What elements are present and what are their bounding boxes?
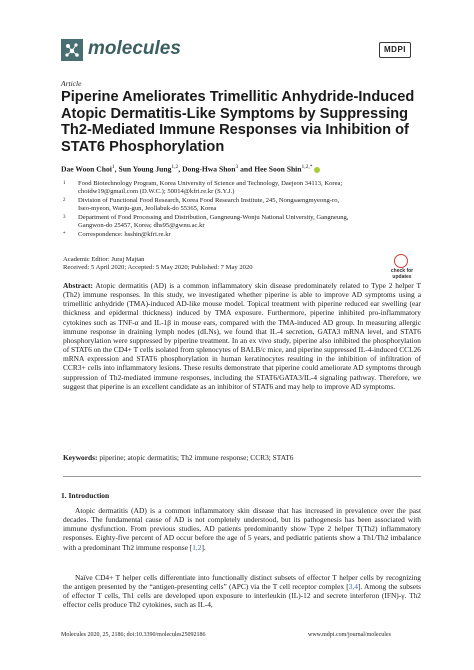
citation-link[interactable]: 1,2 [192, 542, 202, 552]
affiliation-line: Food Biotechnology Program, Korea University of Science and Technology, Daejeon 34113, Korea; [78, 180, 343, 187]
mdpi-logo: MDPI [379, 42, 411, 58]
check-for-updates-button[interactable] [382, 254, 422, 280]
paper-title: Piperine Ameliorates Trimellitic Anhydride-Induced Atopic Dermatitis-Like Symptoms by Suppressing Th2-Mediated Immune Responses via Inhibition of STAT6 Phosphorylation [61, 89, 415, 155]
keywords-label: Keywords: [63, 453, 98, 462]
keywords-text: piperine; atopic dermatitis; Th2 immune response; CCR3; STAT6 [99, 453, 294, 462]
author-separator: and [238, 164, 255, 174]
affiliation-number: * [63, 232, 66, 237]
affiliation-line: Department of Food Processing and Distribution, Gangneung-Wonju National University, Gangneung, [78, 214, 349, 221]
affiliation-number: 1 [63, 181, 66, 186]
author-name: Dae Woon Choi [61, 164, 112, 174]
orcid-icon[interactable] [314, 167, 320, 173]
author-name: Dong-Hwa Shon [182, 164, 236, 174]
check-updates-icon [394, 254, 408, 268]
affiliation-number: 2 [63, 198, 66, 203]
editor-dates [63, 256, 253, 273]
affiliation-line: Gangwon-do 25457, Korea; dhs95@gwnu.ac.kr [78, 222, 205, 230]
author-name: Hee Soon Shin [254, 164, 302, 174]
author-separator: , [178, 164, 183, 174]
author-affiliation-mark: 3 [235, 164, 239, 170]
author-affiliation-mark: 1,2,* [301, 164, 313, 170]
citation-link[interactable]: 3,4 [348, 582, 358, 592]
check-updates-label: check for [390, 268, 414, 274]
academic-editor: Academic Editor: Juraj Majtan [63, 256, 145, 263]
affiliation-line: Iseo-myeon, Wanju-gun, Jeollabuk-do 55365, Korea [78, 205, 217, 213]
author-name: Sun Young Jung [118, 164, 172, 174]
abstract-label: Abstract: [63, 281, 93, 290]
section-heading: 1. Introduction [61, 491, 110, 500]
intro-paragraph-2 [63, 573, 421, 610]
divider [63, 476, 421, 477]
keywords [63, 453, 421, 462]
abstract [63, 281, 421, 391]
affiliation-number: 3 [63, 215, 66, 220]
publication-dates: Received: 5 April 2020; Accepted: 5 May 2020; Published: 7 May 2020 [63, 264, 253, 272]
paragraph-text: Naïve CD4+ T helper cells differentiate into functionally distinct subsets of effector T helper cells by recognizing the antigen presented by the “antigen-presenting cells” (APC) via the T cell receptor complex [ [63, 573, 421, 592]
affiliation-line: Correspondence: hsshin@kfri.re.kr [78, 231, 171, 238]
article-type: Article [61, 79, 82, 88]
footer-url[interactable]: www.mdpi.com/journal/molecules [308, 632, 391, 638]
affiliation-line: Division of Functional Food Research, Korea Food Research Institute, 245, Nongsaengmyeong-ro, [78, 197, 340, 204]
abstract-text: Atopic dermatitis (AD) is a common inflammatory skin disease predominately related to Type 2 helper T (Th2) immune responses. In this study, we investigated whether piperine is able to improve AD symptoms using a trimellitic anhydride (TMA)-induced AD-like mouse model. Topical treatment with piperine reduced ear swelling (ear thickness and epidermal thickness) induced by TMA exposure. Furthermore, piperine inhibited pro-inflammatory cytokines such as TNF-α and IL-1β in mouse ears, compared with the TMA-induced AD group. In measuring allergic immune response in draining lymph nodes (dLNs), we found that IL-4 secretion, GATA3 mRNA level, and STAT6 phosphorylation were suppressed by piperine treatment. In an ex vivo study, piperine also inhibited the phosphorylation of STAT6 on the CD4+ T cells isolated from splenocytes of BALB/c mice, and piperine suppressed IL-4-induced CCL26 mRNA expression and STAT6 phosphorylation in human keratinocytes resulting in the inhibition of infiltration of CCR3+ cells into inflammatory lesions. These results demonstrate that piperine could ameliorate AD symptoms through suppression of Th2-mediated immune responses, including the STAT6/GATA3/IL-4 signaling pathway. Therefore, we suggest that piperine is an excellent candidate as an inhibitor of STAT6 and may help to improve AD symptoms. [63, 281, 421, 391]
check-updates-label: updates [392, 273, 412, 280]
author-list [61, 164, 421, 174]
footer-citation: Molecules 2020, 25, 2186; doi:10.3390/molecules25092186 [61, 632, 206, 638]
author-separator: , [114, 164, 119, 174]
author-affiliation-mark: 1,2 [171, 164, 179, 170]
journal-name: molecules [88, 38, 181, 59]
intro-paragraph-1 [63, 506, 421, 552]
affiliation-line: choidw19@gmail.com (D.W.C.); 50014@kfri.re.kr (S.Y.J.) [78, 188, 235, 196]
author-affiliation-mark: 1 [111, 164, 115, 170]
paragraph-text: ]. Among the subsets of effector T cells, Th1 cells are developed upon exposure to interleukin (IL)-12 and secrete interferon (IFN)-γ. Th2 effector cells produce Th2 cytokines, such as IL-4, [63, 582, 421, 610]
paragraph-text: ]. [201, 542, 206, 552]
paragraph-text: Atopic dermatitis (AD) is a common inflammatory skin disease that has increased in prevalence over the past decades. The fundamental cause of AD is not completely understood, but its pathogenesis has been associated with immune dysfunction. From previous studies, AD patients predominantly show Type 2 helper T(Th2) inflammatory responses. Eighty-five percent of AD occur before the age of 5 years, and pediatric patients show a Th1/Th2 imbalance with a predominant Th2 immune response [ [63, 506, 421, 552]
molecules-logo-icon [61, 39, 83, 61]
